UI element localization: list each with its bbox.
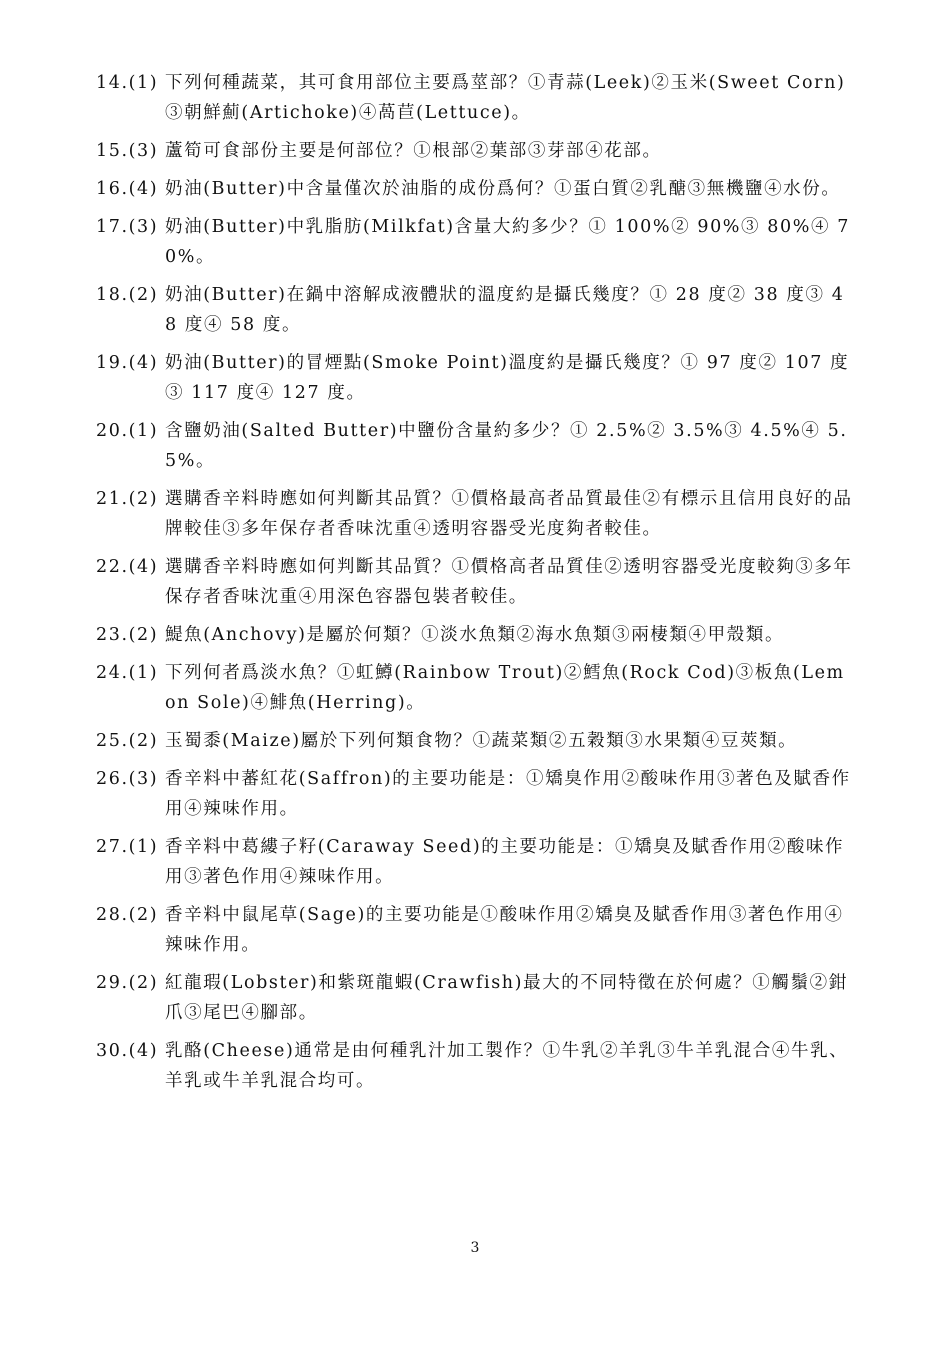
- question-item: [96, 348, 856, 408]
- question-number: 25.(2): [96, 731, 159, 751]
- question-number: 26.(3): [96, 769, 159, 789]
- question-number: 16.(4): [96, 179, 159, 199]
- question-item: [96, 764, 856, 824]
- question-number: 30.(4): [96, 1041, 159, 1061]
- question-text: 選購香辛料時應如何判斷其品質？①價格高者品質佳②透明容器受光度較夠③多年保存者香味沈重④用深色容器包裝者較佳。: [165, 557, 853, 607]
- question-text: 玉蜀黍(Maize)屬於下列何類食物？①蔬菜類②五穀類③水果類④豆莢類。: [165, 731, 798, 751]
- question-number: 29.(2): [96, 973, 159, 993]
- question-number: 18.(2): [96, 285, 159, 305]
- question-text: 下列何者爲淡水魚？①虹鱒(Rainbow Trout)②鱈魚(Rock Cod)③板魚(Lemon Sole)④鯡魚(Herring)。: [165, 663, 845, 713]
- question-number: 27.(1): [96, 837, 159, 857]
- question-number: 22.(4): [96, 557, 159, 577]
- question-number: 28.(2): [96, 905, 159, 925]
- question-item: [96, 136, 856, 166]
- question-list: [96, 68, 856, 1104]
- question-number: 17.(3): [96, 217, 159, 237]
- question-item: [96, 416, 856, 476]
- question-item: [96, 832, 856, 892]
- question-number: 24.(1): [96, 663, 159, 683]
- question-text: 紅龍瑕(Lobster)和紫斑龍蝦(Crawfish)最大的不同特徵在於何處？①觸鬚②鉗爪③尾巴④腳部。: [165, 973, 848, 1023]
- question-text: 香辛料中葛縷子籽(Caraway Seed)的主要功能是：①矯臭及賦香作用②酸味作用③著色作用④辣味作用。: [165, 837, 845, 887]
- question-text: 乳酪(Cheese)通常是由何種乳汁加工製作？①牛乳②羊乳③牛羊乳混合④牛乳、羊乳或牛羊乳混合均可。: [165, 1041, 849, 1091]
- question-number: 23.(2): [96, 625, 159, 645]
- question-item: [96, 900, 856, 960]
- question-text: 香辛料中蕃紅花(Saffron)的主要功能是：①矯臭作用②酸味作用③著色及賦香作用④辣味作用。: [165, 769, 851, 819]
- question-text: 含鹽奶油(Salted Butter)中鹽份含量約多少？① 2.5%② 3.5%③ 4.5%④ 5.5%。: [165, 421, 848, 471]
- question-item: [96, 484, 856, 544]
- question-text: 鯷魚(Anchovy)是屬於何類？①淡水魚類②海水魚類③兩棲類④甲殼類。: [165, 625, 785, 645]
- page-number: 3: [470, 1240, 480, 1256]
- question-text: 香辛料中鼠尾草(Sage)的主要功能是①酸味作用②矯臭及賦香作用③著色作用④辣味作用。: [165, 905, 844, 955]
- question-text: 選購香辛料時應如何判斷其品質？①價格最高者品質最佳②有標示且信用良好的品牌較佳③多年保存者香味沈重④透明容器受光度夠者較佳。: [165, 489, 853, 539]
- question-item: [96, 552, 856, 612]
- question-text: 下列何種蔬菜，其可食用部位主要爲莖部？①青蒜(Leek)②玉米(Sweet Corn)③朝鮮薊(Artichoke)④萵苣(Lettuce)。: [165, 73, 846, 123]
- question-item: [96, 658, 856, 718]
- question-number: 15.(3): [96, 141, 159, 161]
- question-text: 奶油(Butter)的冒煙點(Smoke Point)溫度約是攝氏幾度？① 97 度② 107 度③ 117 度④ 127 度。: [165, 353, 850, 403]
- question-number: 20.(1): [96, 421, 159, 441]
- question-text: 奶油(Butter)中乳脂肪(Milkfat)含量大約多少？① 100%② 90%③ 80%④ 70%。: [165, 217, 850, 267]
- question-text: 奶油(Butter)中含量僅次於油脂的成份爲何？①蛋白質②乳醣③無機鹽④水份。: [165, 179, 841, 199]
- question-number: 21.(2): [96, 489, 159, 509]
- question-item: [96, 174, 856, 204]
- question-item: [96, 1036, 856, 1096]
- question-item: [96, 280, 856, 340]
- question-number: 19.(4): [96, 353, 159, 373]
- question-text: 奶油(Butter)在鍋中溶解成液體狀的溫度約是攝氏幾度？① 28 度② 38 度③ 48 度④ 58 度。: [165, 285, 845, 335]
- question-item: [96, 68, 856, 128]
- question-text: 蘆筍可食部份主要是何部位？①根部②葉部③芽部④花部。: [165, 141, 662, 161]
- question-item: [96, 212, 856, 272]
- question-item: [96, 968, 856, 1028]
- question-item: [96, 726, 856, 756]
- question-number: 14.(1): [96, 73, 159, 93]
- question-item: [96, 620, 856, 650]
